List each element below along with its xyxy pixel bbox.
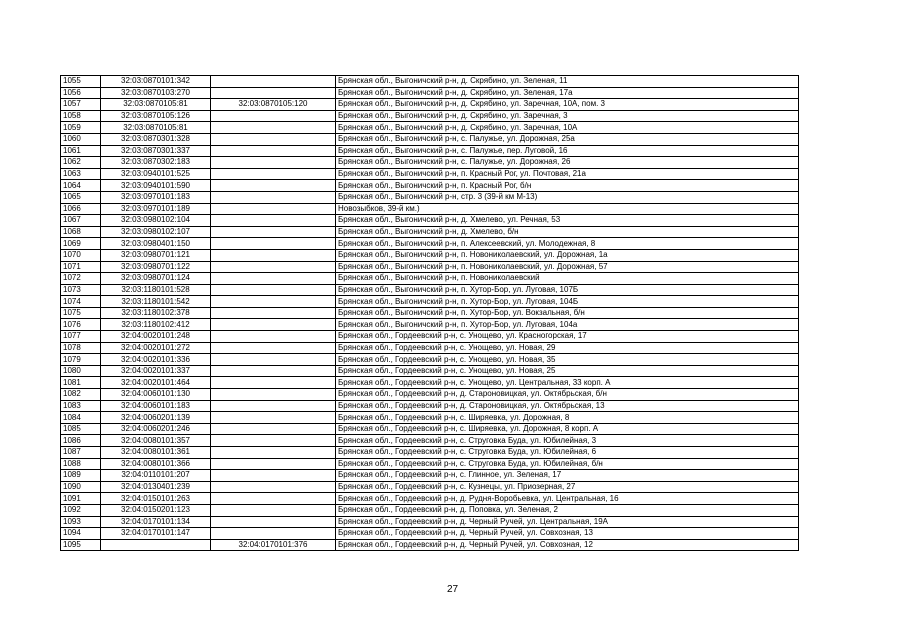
row-number: 1089 <box>61 470 101 482</box>
table-row <box>61 133 799 145</box>
related-cadastral-number <box>211 389 336 401</box>
row-number: 1088 <box>61 458 101 470</box>
cadastral-number: 32:04:0060201:139 <box>101 412 211 424</box>
address-cell: Брянская обл., Выгоничский р-н, д. Хмелево, б/н <box>336 226 799 238</box>
cadastral-number: 32:03:0870105:126 <box>101 110 211 122</box>
cadastral-number: 32:04:0080101:361 <box>101 447 211 459</box>
address-cell: Брянская обл., Гордеевский р-н, д. Поповка, ул. Зеленая, 2 <box>336 504 799 516</box>
related-cadastral-number <box>211 145 336 157</box>
address-cell: Брянская обл., Гордеевский р-н, с. Ширяевка, ул. Дорожная, 8 <box>336 412 799 424</box>
row-number: 1090 <box>61 481 101 493</box>
related-cadastral-number <box>211 423 336 435</box>
row-number: 1076 <box>61 319 101 331</box>
cadastral-number: 32:03:0870301:328 <box>101 133 211 145</box>
related-cadastral-number <box>211 354 336 366</box>
table-row <box>61 76 799 88</box>
address-cell: Брянская обл., Выгоничский р-н, д. Скрябино, ул. Зеленая, 17а <box>336 87 799 99</box>
related-cadastral-number <box>211 284 336 296</box>
table-row <box>61 516 799 528</box>
row-number: 1056 <box>61 87 101 99</box>
related-cadastral-number <box>211 296 336 308</box>
related-cadastral-number <box>211 238 336 250</box>
address-cell: Брянская обл., Гордеевский р-н, д. Рудня-Воробьевка, ул. Центральная, 16 <box>336 493 799 505</box>
cadastral-number: 32:04:0060201:246 <box>101 423 211 435</box>
row-number: 1065 <box>61 191 101 203</box>
table-row <box>61 157 799 169</box>
address-cell: Брянская обл., Выгоничский р-н, п. Хутор-Бор, ул. Луговая, 107Б <box>336 284 799 296</box>
row-number: 1059 <box>61 122 101 134</box>
address-cell: Брянская обл., Выгоничский р-н, п. Алексеевский, ул. Молодежная, 8 <box>336 238 799 250</box>
address-cell: Брянская обл., Гордеевский р-н, с. Струговка Буда, ул. Юбилейная, 6 <box>336 447 799 459</box>
related-cadastral-number <box>211 249 336 261</box>
cadastral-number: 32:04:0110101:207 <box>101 470 211 482</box>
page-number: 27 <box>446 584 459 595</box>
table-row <box>61 458 799 470</box>
cadastral-number: 32:04:0130401:239 <box>101 481 211 493</box>
cadastral-number: 32:03:1180101:542 <box>101 296 211 308</box>
address-cell: Брянская обл., Выгоничский р-н, п. Хутор-Бор, ул. Вокзальная, б/н <box>336 307 799 319</box>
address-cell: Брянская обл., Выгоничский р-н, п. Красный Рог, б/н <box>336 180 799 192</box>
address-cell: Брянская обл., Выгоничский р-н, д. Скрябино, ул. Заречная, 10А <box>336 122 799 134</box>
table-row <box>61 203 799 215</box>
table-row <box>61 191 799 203</box>
address-cell: Брянская обл., Гордеевский р-н, с. Унощево, ул. Новая, 29 <box>336 342 799 354</box>
address-cell: Брянская обл., Гордеевский р-н, с. Струговка Буда, ул. Юбилейная, б/н <box>336 458 799 470</box>
related-cadastral-number <box>211 157 336 169</box>
related-cadastral-number <box>211 76 336 88</box>
row-number: 1091 <box>61 493 101 505</box>
cadastral-number: 32:03:0870302:183 <box>101 157 211 169</box>
table-row <box>61 215 799 227</box>
address-cell: Брянская обл., Гордеевский р-н, д. Староновицкая, ул. Октябрьская, б/н <box>336 389 799 401</box>
cadastral-number: 32:03:0980102:107 <box>101 226 211 238</box>
address-cell: Брянская обл., Выгоничский р-н, д. Скрябино, ул. Заречная, 3 <box>336 110 799 122</box>
row-number: 1070 <box>61 249 101 261</box>
address-cell: Брянская обл., Гордеевский р-н, д. Черный Ручей, ул. Центральная, 19А <box>336 516 799 528</box>
related-cadastral-number <box>211 470 336 482</box>
table-row <box>61 342 799 354</box>
related-cadastral-number: 32:04:0170101:376 <box>211 539 336 551</box>
table-row <box>61 365 799 377</box>
related-cadastral-number <box>211 261 336 273</box>
related-cadastral-number <box>211 528 336 540</box>
address-cell: Брянская обл., Выгоничский р-н, с. Палужье, ул. Дорожная, 25а <box>336 133 799 145</box>
address-cell: Брянская обл., Выгоничский р-н, п. Новониколаевский, ул. Дорожная, 57 <box>336 261 799 273</box>
table-row <box>61 423 799 435</box>
address-cell: Брянская обл., Гордеевский р-н, с. Унощево, ул. Новая, 25 <box>336 365 799 377</box>
cadastral-number: 32:04:0020101:248 <box>101 331 211 343</box>
table-row <box>61 389 799 401</box>
row-number: 1068 <box>61 226 101 238</box>
cadastral-number: 32:04:0060101:130 <box>101 389 211 401</box>
row-number: 1071 <box>61 261 101 273</box>
cadastral-number: 32:03:1180101:528 <box>101 284 211 296</box>
table-row <box>61 180 799 192</box>
table-row <box>61 122 799 134</box>
related-cadastral-number <box>211 481 336 493</box>
related-cadastral-number <box>211 412 336 424</box>
cadastral-number: 32:03:0870101:342 <box>101 76 211 88</box>
related-cadastral-number <box>211 400 336 412</box>
table-row <box>61 319 799 331</box>
table-row <box>61 249 799 261</box>
address-cell: Брянская обл., Гордеевский р-н, д. Черный Ручей, ул. Совхозная, 12 <box>336 539 799 551</box>
related-cadastral-number <box>211 516 336 528</box>
table-row <box>61 238 799 250</box>
row-number: 1060 <box>61 133 101 145</box>
row-number: 1079 <box>61 354 101 366</box>
related-cadastral-number <box>211 203 336 215</box>
related-cadastral-number <box>211 180 336 192</box>
row-number: 1063 <box>61 168 101 180</box>
cadastral-number: 32:03:0970101:183 <box>101 191 211 203</box>
address-cell: Брянская обл., Гордеевский р-н, с. Унощево, ул. Центральная, 33 корп. А <box>336 377 799 389</box>
related-cadastral-number <box>211 215 336 227</box>
address-cell: Брянская обл., Гордеевский р-н, с. Кузнецы, ул. Приозерная, 27 <box>336 481 799 493</box>
table-row <box>61 470 799 482</box>
address-cell: Брянская обл., Выгоничский р-н, п. Новониколаевский, ул. Дорожная, 1а <box>336 249 799 261</box>
cadastral-number: 32:04:0020101:272 <box>101 342 211 354</box>
table-row <box>61 435 799 447</box>
related-cadastral-number: 32:03:0870105:120 <box>211 99 336 111</box>
row-number: 1083 <box>61 400 101 412</box>
table-row <box>61 331 799 343</box>
cadastral-number: 32:03:0940101:525 <box>101 168 211 180</box>
cadastral-number: 32:04:0060101:183 <box>101 400 211 412</box>
row-number: 1080 <box>61 365 101 377</box>
related-cadastral-number <box>211 133 336 145</box>
row-number: 1087 <box>61 447 101 459</box>
table-row <box>61 481 799 493</box>
cadastral-number: 32:03:0870105:81 <box>101 122 211 134</box>
cadastral-number: 32:04:0150101:263 <box>101 493 211 505</box>
cadastral-number: 32:04:0020101:464 <box>101 377 211 389</box>
table-row <box>61 412 799 424</box>
table-row <box>61 99 799 111</box>
table-row <box>61 261 799 273</box>
address-cell: Брянская обл., Выгоничский р-н, д. Скрябино, ул. Зеленая, 11 <box>336 76 799 88</box>
related-cadastral-number <box>211 377 336 389</box>
cadastral-number: 32:03:0870103:270 <box>101 87 211 99</box>
row-number: 1085 <box>61 423 101 435</box>
related-cadastral-number <box>211 122 336 134</box>
row-number: 1092 <box>61 504 101 516</box>
table-row <box>61 504 799 516</box>
cadastral-number: 32:04:0150201:123 <box>101 504 211 516</box>
related-cadastral-number <box>211 273 336 285</box>
address-cell: Брянская обл., Гордеевский р-н, д. Староновицкая, ул. Октябрьская, 13 <box>336 400 799 412</box>
row-number: 1081 <box>61 377 101 389</box>
address-cell: Брянская обл., Гордеевский р-н, д. Черный Ручей, ул. Совхозная, 13 <box>336 528 799 540</box>
table-row <box>61 168 799 180</box>
row-number: 1095 <box>61 539 101 551</box>
related-cadastral-number <box>211 342 336 354</box>
cadastral-number: 32:03:0970101:189 <box>101 203 211 215</box>
address-cell: Брянская обл., Выгоничский р-н, д. Скрябино, ул. Заречная, 10А, пом. 3 <box>336 99 799 111</box>
address-cell: Брянская обл., Выгоничский р-н, п. Хутор-Бор, ул. Луговая, 104а <box>336 319 799 331</box>
related-cadastral-number <box>211 87 336 99</box>
related-cadastral-number <box>211 504 336 516</box>
cadastral-number: 32:03:1180102:412 <box>101 319 211 331</box>
cadastral-number: 32:03:0870105:81 <box>101 99 211 111</box>
table-row <box>61 539 799 551</box>
related-cadastral-number <box>211 331 336 343</box>
related-cadastral-number <box>211 168 336 180</box>
row-number: 1058 <box>61 110 101 122</box>
table-row <box>61 447 799 459</box>
address-cell: Брянская обл., Гордеевский р-н, с. Струговка Буда, ул. Юбилейная, 3 <box>336 435 799 447</box>
row-number: 1074 <box>61 296 101 308</box>
registry-table <box>60 75 799 551</box>
related-cadastral-number <box>211 365 336 377</box>
address-cell: Новозыбков, 39-й км.) <box>336 203 799 215</box>
cadastral-number: 32:04:0080101:366 <box>101 458 211 470</box>
row-number: 1077 <box>61 331 101 343</box>
cadastral-number <box>101 539 211 551</box>
address-cell: Брянская обл., Гордеевский р-н, с. Унощево, ул. Новая, 35 <box>336 354 799 366</box>
row-number: 1072 <box>61 273 101 285</box>
related-cadastral-number <box>211 226 336 238</box>
table-row <box>61 284 799 296</box>
table-row <box>61 273 799 285</box>
row-number: 1066 <box>61 203 101 215</box>
cadastral-number: 32:03:1180102:378 <box>101 307 211 319</box>
cadastral-number: 32:03:0980701:121 <box>101 249 211 261</box>
related-cadastral-number <box>211 307 336 319</box>
row-number: 1055 <box>61 76 101 88</box>
address-cell: Брянская обл., Выгоничский р-н, с. Палужье, ул. Дорожная, 26 <box>336 157 799 169</box>
cadastral-number: 32:03:0870301:337 <box>101 145 211 157</box>
cadastral-number: 32:03:0940101:590 <box>101 180 211 192</box>
table-row <box>61 87 799 99</box>
cadastral-number: 32:04:0170101:147 <box>101 528 211 540</box>
related-cadastral-number <box>211 447 336 459</box>
address-cell: Брянская обл., Выгоничский р-н, п. Новониколаевский <box>336 273 799 285</box>
related-cadastral-number <box>211 110 336 122</box>
address-cell: Брянская обл., Выгоничский р-н, п. Красный Рог, ул. Почтовая, 21а <box>336 168 799 180</box>
row-number: 1084 <box>61 412 101 424</box>
table-row <box>61 226 799 238</box>
table-row <box>61 400 799 412</box>
row-number: 1094 <box>61 528 101 540</box>
table-row <box>61 377 799 389</box>
row-number: 1057 <box>61 99 101 111</box>
row-number: 1073 <box>61 284 101 296</box>
cadastral-number: 32:03:0980701:122 <box>101 261 211 273</box>
row-number: 1064 <box>61 180 101 192</box>
table-row <box>61 307 799 319</box>
table-row <box>61 296 799 308</box>
related-cadastral-number <box>211 493 336 505</box>
cadastral-number: 32:04:0020101:337 <box>101 365 211 377</box>
address-cell: Брянская обл., Гордеевский р-н, с. Ширяевка, ул. Дорожная, 8 корп. А <box>336 423 799 435</box>
related-cadastral-number <box>211 191 336 203</box>
row-number: 1075 <box>61 307 101 319</box>
cadastral-number: 32:04:0020101:336 <box>101 354 211 366</box>
related-cadastral-number <box>211 435 336 447</box>
address-cell: Брянская обл., Гордеевский р-н, с. Глинное, ул. Зеленая, 17 <box>336 470 799 482</box>
cadastral-number: 32:03:0980102:104 <box>101 215 211 227</box>
cadastral-number: 32:03:0980401:150 <box>101 238 211 250</box>
address-cell: Брянская обл., Выгоничский р-н, д. Хмелево, ул. Речная, 53 <box>336 215 799 227</box>
row-number: 1078 <box>61 342 101 354</box>
table-row <box>61 528 799 540</box>
cadastral-number: 32:03:0980701:124 <box>101 273 211 285</box>
related-cadastral-number <box>211 458 336 470</box>
table-row <box>61 354 799 366</box>
row-number: 1062 <box>61 157 101 169</box>
cadastral-number: 32:04:0080101:357 <box>101 435 211 447</box>
row-number: 1093 <box>61 516 101 528</box>
table-row <box>61 493 799 505</box>
row-number: 1067 <box>61 215 101 227</box>
table-row <box>61 110 799 122</box>
address-cell: Брянская обл., Выгоничский р-н, п. Хутор-Бор, ул. Луговая, 104Б <box>336 296 799 308</box>
row-number: 1061 <box>61 145 101 157</box>
row-number: 1086 <box>61 435 101 447</box>
table-row <box>61 145 799 157</box>
address-cell: Брянская обл., Выгоничский р-н, с. Палужье, пер. Луговой, 16 <box>336 145 799 157</box>
related-cadastral-number <box>211 319 336 331</box>
row-number: 1082 <box>61 389 101 401</box>
registry-table-body <box>61 76 799 551</box>
address-cell: Брянская обл., Гордеевский р-н, с. Унощево, ул. Красногорская, 17 <box>336 331 799 343</box>
address-cell: Брянская обл., Выгоничский р-н, стр. 3 (39-й км М-13) <box>336 191 799 203</box>
cadastral-number: 32:04:0170101:134 <box>101 516 211 528</box>
row-number: 1069 <box>61 238 101 250</box>
